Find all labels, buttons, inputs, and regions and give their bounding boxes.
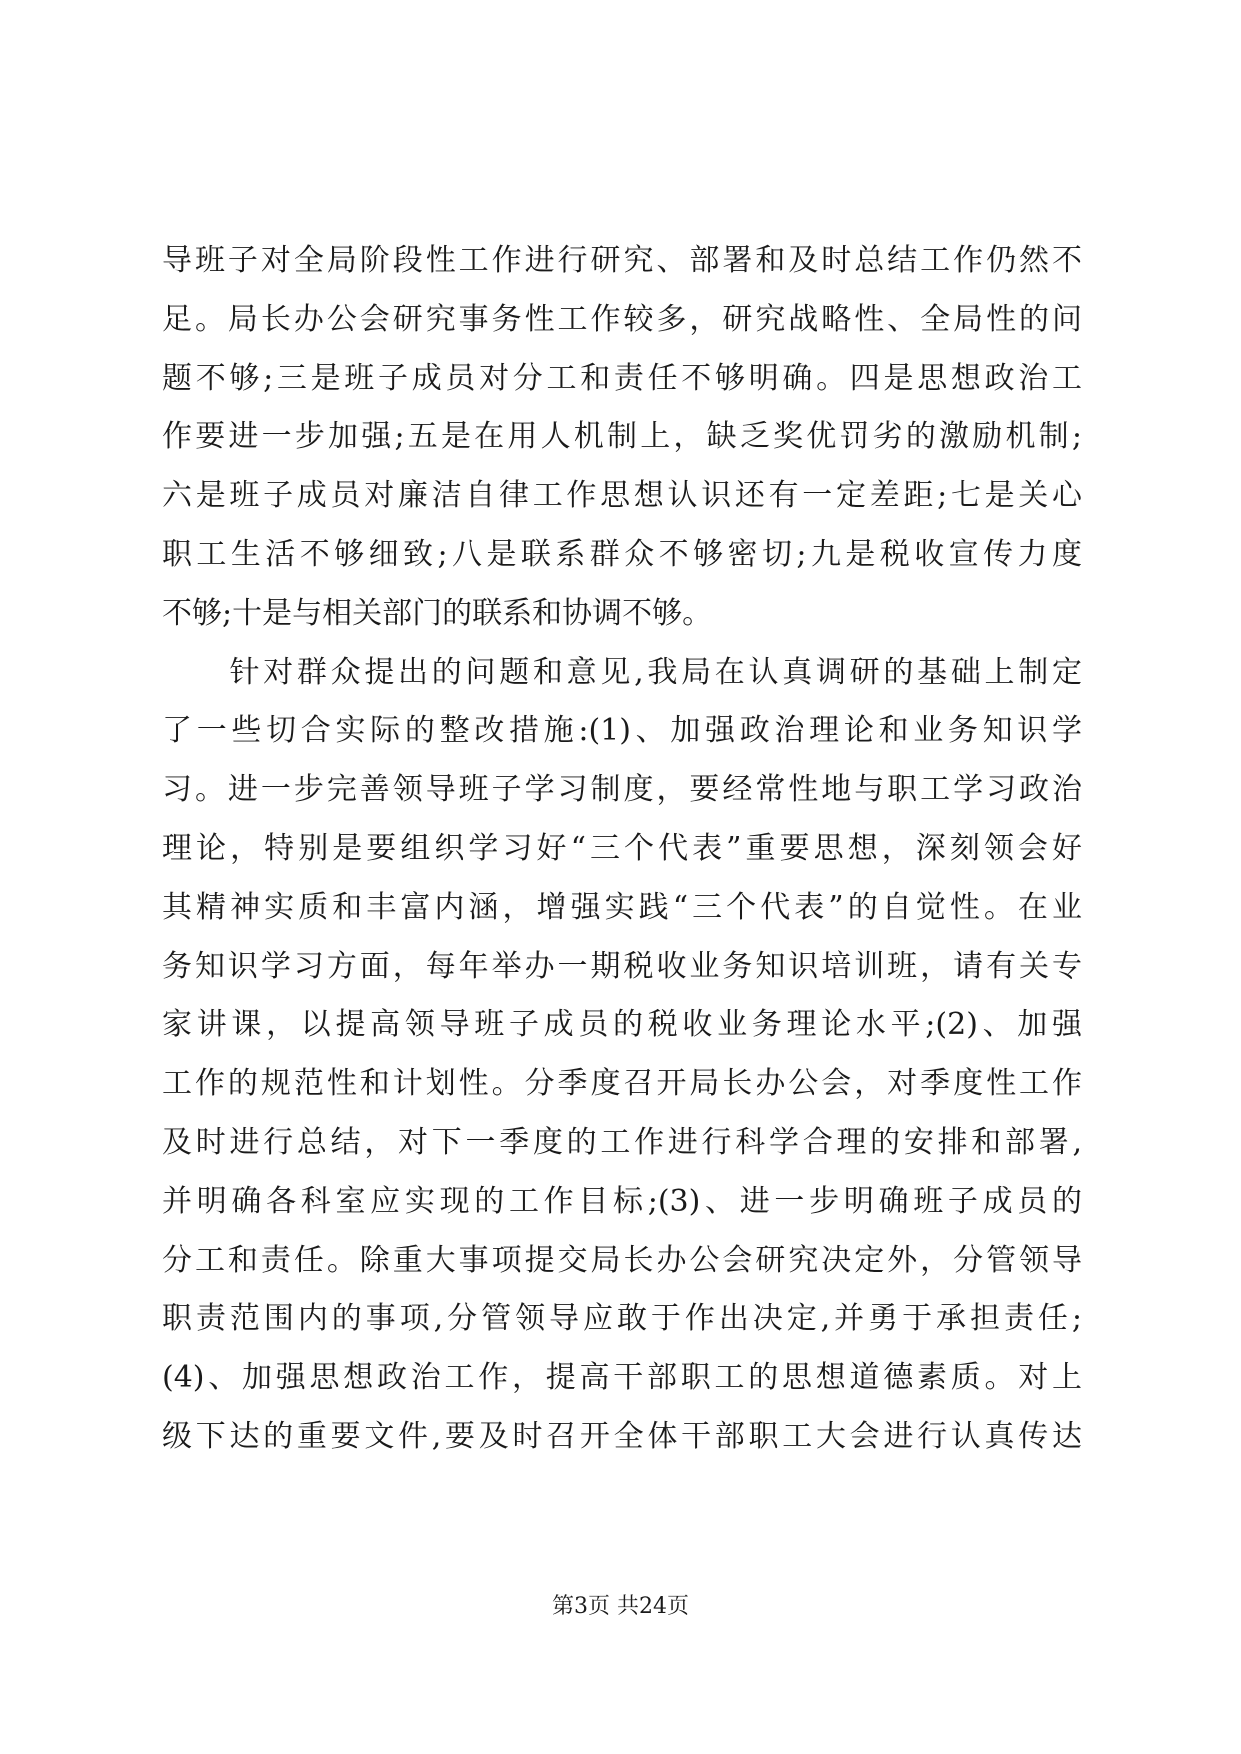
text-line: 级下达的重要文件,要及时召开全体干部职工大会进行认真传达	[162, 1418, 1082, 1454]
text-line: 足。局长办公会研究事务性工作较多，研究战略性、全局性的问	[162, 301, 1082, 337]
text-line: 并明确各科室应实现的工作目标;(3)、进一步明确班子成员的	[162, 1183, 1082, 1219]
text-line: 家讲课，以提高领导班子成员的税收业务理论水平;(2)、加强	[162, 1007, 1082, 1043]
text-line: 及时进行总结，对下一季度的工作进行科学合理的安排和部署,	[162, 1124, 1082, 1160]
text-line: 理论，特别是要组织学习好“三个代表”重要思想，深刻领会好	[162, 830, 1082, 866]
text-line: 导班子对全局阶段性工作进行研究、部署和及时总结工作仍然不	[162, 243, 1082, 278]
text-line: 题不够;三是班子成员对分工和责任不够明确。四是思想政治工	[162, 360, 1082, 396]
text-line: (4)、加强思想政治工作，提高干部职工的思想道德素质。对上	[162, 1360, 1082, 1396]
text-line: 职工生活不够细致;八是联系群众不够密切;九是税收宣传力度	[162, 536, 1082, 572]
text-line: 不够;十是与相关部门的联系和协调不够。	[162, 595, 713, 631]
text-line: 针对群众提出的问题和意见,我局在认真调研的基础上制定	[162, 654, 1082, 690]
text-line: 其精神实质和丰富内涵，增强实践“三个代表”的自觉性。在业	[162, 889, 1082, 925]
text-line: 作要进一步加强;五是在用人机制上，缺乏奖优罚劣的激励机制;	[162, 419, 1082, 455]
text-line: 职责范围内的事项,分管领导应敢于作出决定,并勇于承担责任;	[162, 1301, 1082, 1337]
text-line: 务知识学习方面，每年举办一期税收业务知识培训班，请有关专	[162, 948, 1082, 984]
text-line: 分工和责任。除重大事项提交局长办公会研究决定外，分管领导	[162, 1242, 1082, 1278]
text-line: 了一些切合实际的整改措施:(1)、加强政治理论和业务知识学	[162, 713, 1082, 749]
text-line: 习。进一步完善领导班子学习制度，要经常性地与职工学习政治	[162, 772, 1082, 808]
text-line: 工作的规范性和计划性。分季度召开局长办公会，对季度性工作	[162, 1066, 1082, 1102]
text-line: 六是班子成员对廉洁自律工作思想认识还有一定差距;七是关心	[162, 478, 1082, 514]
page-number-footer: 第3页 共24页	[552, 1594, 689, 1619]
body-text	[162, 232, 1082, 1467]
